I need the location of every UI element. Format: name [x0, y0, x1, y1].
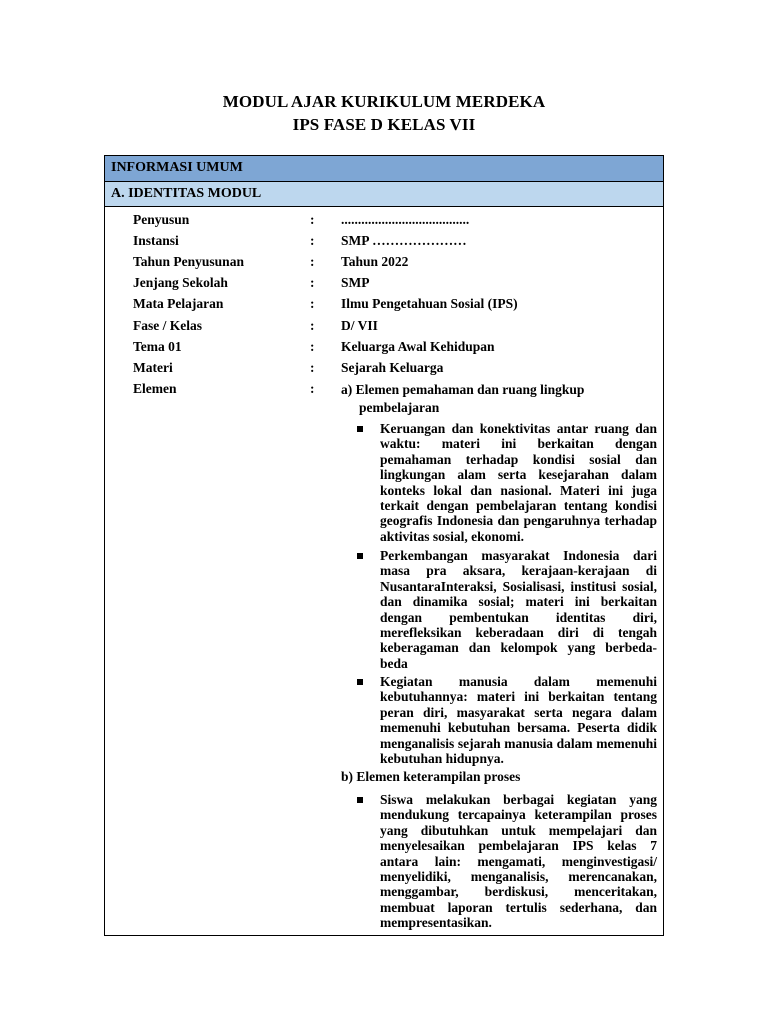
bullet-text: Siswa melakukan berbagai kegiatan yang mendukung tercapainya keterampilan proses yang dibutuhkan untuk mempelajari dan menyelesaikan pembelajaran IPS kelas 7 antara lain: mengamati, menginvestigasi/ menyelidiki, menganalisis, merencanakan, menggambar, berdiskusi, menceritakan, membuat laporan tertulis sederhana, dan mempresentasikan. — [380, 792, 657, 931]
elemen-a-line2: pembelajaran — [359, 400, 440, 415]
row-label: Jenjang Sekolah — [133, 275, 228, 290]
bullet-text: Kegiatan manusia dalam memenuhi kebutuhannya: materi ini berkaitan tentang peran diri, masyarakat serta negara dalam memenuhi kebutuhan bersama. Peserta didik menganalisis sejarah manusia dalam memenuhi kebutuhan hidupnya. — [380, 674, 657, 767]
row-colon: : — [310, 381, 315, 396]
row-value: SMP — [341, 275, 370, 290]
bullet-square-icon — [357, 553, 363, 559]
row-colon: : — [310, 296, 315, 311]
elemen-a-bullet-2 — [357, 548, 657, 671]
elemen-b-heading: b) Elemen keterampilan proses — [341, 769, 521, 784]
module-info-table — [104, 155, 664, 936]
row-label: Elemen — [133, 381, 177, 396]
elemen-a-bullet-1 — [357, 421, 657, 544]
row-colon: : — [310, 360, 315, 375]
elemen-a-line1: a) Elemen pemahaman dan ruang lingkup — [341, 382, 585, 397]
row-colon: : — [310, 233, 315, 248]
bullet-square-icon — [357, 679, 363, 685]
bullet-square-icon — [357, 426, 363, 432]
row-value: Sejarah Keluarga — [341, 360, 444, 375]
section-header-informasi-umum: INFORMASI UMUM — [105, 156, 663, 182]
document-subtitle: IPS FASE D KELAS VII — [292, 115, 476, 134]
row-value: Ilmu Pengetahuan Sosial (IPS) — [341, 296, 518, 311]
section-header-identitas-modul: A. IDENTITAS MODUL — [105, 182, 663, 207]
row-colon: : — [310, 212, 315, 227]
bullet-square-icon — [357, 797, 363, 803]
row-colon: : — [310, 254, 315, 269]
row-value: Tahun 2022 — [341, 254, 409, 269]
row-label: Tahun Penyusunan — [133, 254, 244, 269]
row-value: SMP ………………… — [341, 233, 467, 248]
row-colon: : — [310, 339, 315, 354]
elemen-a-heading — [341, 382, 661, 416]
document-title: MODUL AJAR KURIKULUM MERDEKA — [222, 92, 546, 111]
row-colon: : — [310, 275, 315, 290]
row-label: Instansi — [133, 233, 179, 248]
bullet-text: Perkembangan masyarakat Indonesia dari masa pra aksara, kerajaan-kerajaan di NusantaraInteraksi, Sosialisasi, institusi sosial, dan dinamika sosial; materi ini berkaitan dengan pembentukan identitas diri, merefleksikan keberadaan diri di tengah keberagaman dan kelompok yang berbeda-beda — [380, 548, 657, 671]
bullet-text: Keruangan dan konektivitas antar ruang dan waktu: materi ini berkaitan dengan pemahaman terhadap kondisi sosial dan lingkungan alam serta kesejarahan dalam konteks lokal dan nasional. Materi ini juga terkait dengan pembelajaran tentang kondisi geografis Indonesia dan pengaruhnya terhadap aktivitas sosial, ekonomi. — [380, 421, 657, 544]
row-value: D/ VII — [341, 318, 378, 333]
row-label: Penyusun — [133, 212, 190, 227]
elemen-b-bullet-1 — [357, 792, 657, 931]
row-label: Fase / Kelas — [133, 318, 202, 333]
elemen-a-bullet-3 — [357, 674, 657, 766]
row-value: Keluarga Awal Kehidupan — [341, 339, 495, 354]
row-label: Mata Pelajaran — [133, 296, 224, 311]
row-value: ...................................... — [341, 212, 470, 227]
row-colon: : — [310, 318, 315, 333]
row-label: Materi — [133, 360, 173, 375]
row-label: Tema 01 — [133, 339, 182, 354]
